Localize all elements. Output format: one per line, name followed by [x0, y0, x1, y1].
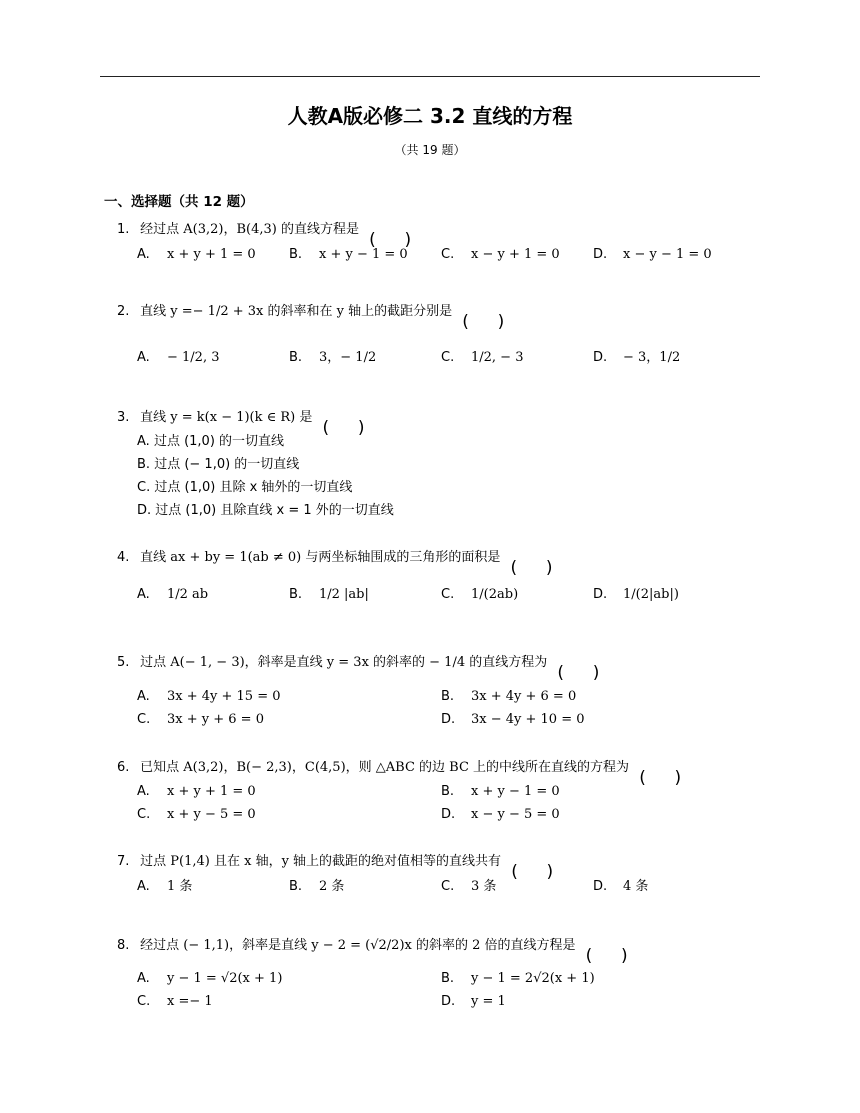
question-stem: 经过点 A(3,2)，B(4,3) 的直线方程是 — [140, 222, 359, 237]
option-b[interactable]: B. 3x + 4y + 6 = 0 — [441, 689, 577, 704]
question-8 — [117, 936, 817, 956]
option-b[interactable]: B. x + y − 1 = 0 — [289, 247, 408, 262]
option-c[interactable]: C. 3x + y + 6 = 0 — [137, 712, 264, 727]
question-1 — [117, 220, 817, 240]
question-number: 5. — [117, 655, 130, 670]
question-stem: 直线 ax + by = 1(ab ≠ 0) 与两坐标轴围成的三角形的面积是 — [140, 550, 501, 565]
question-stem: 过点 A(− 1, − 3)，斜率是直线 y = 3x 的斜率的 − 1/4 的直线方程为 — [140, 655, 548, 670]
question-stem: 直线 y =− 1/2 + 3x 的斜率和在 y 轴上的截距分别是 — [140, 304, 453, 319]
option-d[interactable]: D. x − y − 5 = 0 — [441, 807, 560, 822]
option-c[interactable]: C. x − y + 1 = 0 — [441, 247, 560, 262]
question-number: 8. — [117, 938, 130, 953]
question-number: 2. — [117, 304, 130, 319]
section-heading: 一、选择题（共 12 题） — [104, 194, 254, 210]
question-7 — [117, 852, 817, 872]
option-d[interactable]: D. 过点 (1,0) 且除直线 x = 1 外的一切直线 — [137, 503, 394, 518]
option-a[interactable]: A. 3x + 4y + 15 = 0 — [137, 689, 281, 704]
question-stem: 经过点 (− 1,1)，斜率是直线 y − 2 = (√2/2)x 的斜率的 2 倍的直线方程是 — [140, 938, 576, 953]
question-stem: 直线 y = k(x − 1)(k ∈ R) 是 — [140, 410, 313, 425]
question-number: 4. — [117, 550, 130, 565]
option-b[interactable]: B. y − 1 = 2√2(x + 1) — [441, 971, 595, 986]
option-d[interactable]: D. 3x − 4y + 10 = 0 — [441, 712, 585, 727]
option-d[interactable]: D. 1/(2|ab|) — [593, 587, 679, 602]
option-c[interactable]: C. 3 条 — [441, 879, 497, 894]
question-4 — [117, 548, 817, 568]
option-d[interactable]: D. − 3，1/2 — [593, 350, 681, 365]
header-rule — [100, 76, 760, 77]
question-6 — [117, 758, 817, 778]
option-a[interactable]: A. − 1/2, 3 — [137, 350, 220, 365]
option-a[interactable]: A. 1 条 — [137, 879, 193, 894]
option-a[interactable]: A. y − 1 = √2(x + 1) — [137, 971, 283, 986]
question-number: 6. — [117, 760, 130, 775]
document-title: 人教A版必修二 3.2 直线的方程 — [287, 104, 573, 128]
question-stem: 过点 P(1,4) 且在 x 轴，y 轴上的截距的绝对值相等的直线共有 — [140, 854, 502, 869]
question-number: 1. — [117, 222, 130, 237]
option-a[interactable]: A. x + y + 1 = 0 — [137, 784, 256, 799]
option-c[interactable]: C. 1/2, − 3 — [441, 350, 524, 365]
question-number: 7. — [117, 854, 130, 869]
option-d[interactable]: D. y = 1 — [441, 994, 506, 1009]
option-c[interactable]: C. 过点 (1,0) 且除 x 轴外的一切直线 — [137, 480, 353, 495]
option-a[interactable]: A. x + y + 1 = 0 — [137, 247, 256, 262]
option-c[interactable]: C. x + y − 5 = 0 — [137, 807, 256, 822]
option-c[interactable]: C. 1/(2ab) — [441, 587, 519, 602]
option-b[interactable]: B. x + y − 1 = 0 — [441, 784, 560, 799]
option-a[interactable]: A. 过点 (1,0) 的一切直线 — [137, 434, 285, 449]
option-b[interactable]: B. 过点 (− 1,0) 的一切直线 — [137, 457, 300, 472]
question-stem: 已知点 A(3,2)，B(− 2,3)，C(4,5)，则 △ABC 的边 BC 上的中线所在直线的方程为 — [140, 760, 630, 775]
question-5 — [117, 653, 817, 673]
option-c[interactable]: C. x =− 1 — [137, 994, 213, 1009]
question-number: 3. — [117, 410, 130, 425]
option-d[interactable]: D. x − y − 1 = 0 — [593, 247, 712, 262]
option-d[interactable]: D. 4 条 — [593, 879, 649, 894]
option-b[interactable]: B. 3，− 1/2 — [289, 350, 377, 365]
option-a[interactable]: A. 1/2 ab — [137, 587, 209, 602]
option-b[interactable]: B. 1/2 |ab| — [289, 587, 369, 602]
question-3 — [117, 408, 817, 428]
question-2 — [117, 302, 817, 322]
option-b[interactable]: B. 2 条 — [289, 879, 345, 894]
question-count: （共 19 题） — [394, 143, 466, 157]
